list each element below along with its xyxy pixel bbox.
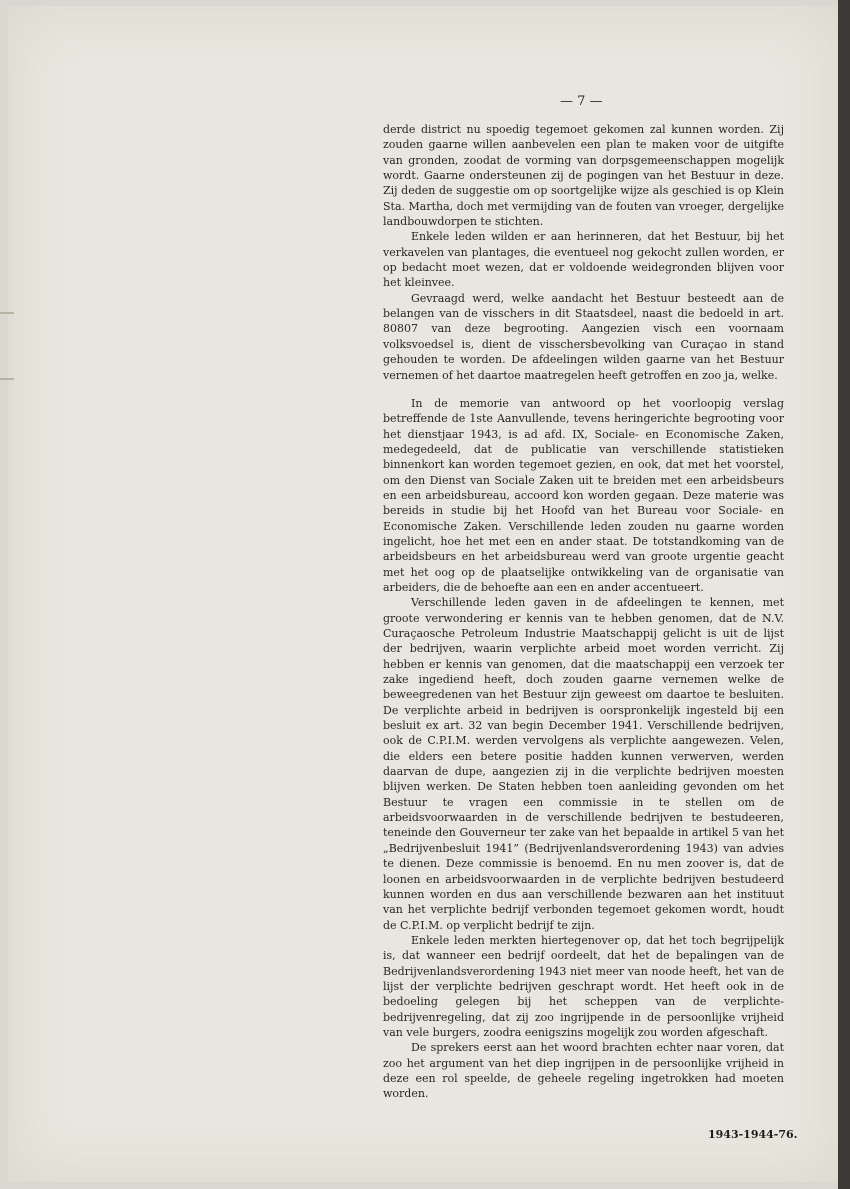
page-number: — 7 — <box>560 94 603 109</box>
paragraph-7: De sprekers eerst aan het woord brachten echter naar voren, dat zoo het argument van het diep ingrijpen in de persoonlijke vrijheid in deze een rol speelde, de geheele regeling ingetrokken had moeten worden. <box>383 1041 784 1101</box>
paragraph-5: Verschillende leden gaven in de afdeelingen te kennen, met groote verwondering er kennis van te hebben genomen, dat de N.V. Curaçaosche Petroleum Industrie Maatschappij gelicht is uit de lijst der bedrijven, waarin verplichte arbeid moet worden verricht. Zij hebben er kennis van genomen, dat die maatschappij een verzoek ter zake ingediend heeft, doch zouden gaarne vernemen welke de beweegredenen van het Bestuur zijn geweest om daartoe te besluiten. De verplichte arbeid in bedrijven is oorspronkelijk ingesteld bij een besluit ex art. 32 van begin December 1941. Verschillende bedrijven, ook de C.P.I.M. werden vervolgens als verplichte aangewezen. Velen, die elders een betere positie hadden kunnen verwerven, werden daarvan de dupe, aangezien zij in die verplichte bedrijven moesten blijven werken. De Staten hebben toen aanleiding gevonden om het Bestuur te vragen een commissie in te stellen om de arbeidsvoorwaarden in de verschillende bedrijven te bestudeeren, teneinde den Gouverneur ter zake van het bepaalde in artikel 5 van het „Bedrijvenbesluit 1941” (Bedrijvenlandsverordening 1943) van advies te dienen. Deze commissie is benoemd. En nu men zoover is, dat de loonen en arbeidsvoorwaarden in de verplichte bedrijven bestudeerd kunnen worden en dus aan verschillende bezwaren aan het instituut van het verplichte bedrijf verbonden tegemoet gekomen wordt, houdt de C.P.I.M. op verplicht bedrijf te zijn. <box>383 596 784 932</box>
margin-mark <box>0 378 14 380</box>
document-code: 1943-1944-76. <box>708 1128 798 1141</box>
body-text <box>383 122 784 1102</box>
paragraph-6: Enkele leden merkten hiertegenover op, dat het toch begrijpelijk is, dat wanneer een bedrijf oordeelt, dat het de bepalingen van de Bedrijvenlandsverordening 1943 niet meer van noode heeft, het van de lijst der verplichte bedrijven geschrapt wordt. Het heeft ook in de bedoeling gelegen bij het scheppen van de verplichte-bedrijvenregeling, dat zij zoo ingrijpende in de persoonlijke vrijheid van vele burgers, zoodra eenigszins mogelijk zou worden afgeschaft. <box>383 933 784 1039</box>
paragraph-3: Gevraagd werd, welke aandacht het Bestuur besteedt aan de belangen van de visschers in dit Staatsdeel, naast die bedoeld in art. 80807 van deze begrooting. Aangezien visch een voornaam volksvoedsel is, dient de visschersbevolking van Curaçao in stand gehouden te worden. De afdeelingen wilden gaarne van het Bestuur vernemen of het daartoe maatregelen heeft getroffen en zoo ja, welke. <box>383 291 784 382</box>
scan-edge <box>838 0 850 1189</box>
margin-mark <box>0 312 14 314</box>
paragraph-2: Enkele leden wilden er aan herinneren, dat het Bestuur, bij het verkavelen van plantages, die eventueel nog gekocht zullen worden, er op bedacht moet wezen, dat er voldoende weidegronden blijven voor het kleinvee. <box>383 230 784 290</box>
paragraph-1: derde district nu spoedig tegemoet gekomen zal kunnen worden. Zij zouden gaarne willen aanbevelen een plan te maken voor de uitgifte van gronden, zoodat de vorming van dorpsgemeenschappen mogelijk wordt. Gaarne ondersteunen zij de pogingen van het Bestuur in deze. Zij deden de suggestie om op soortgelijke wijze als geschied is op Klein Sta. Martha, doch met vermijding van de fouten van vroeger, dergelijke landbouwdorpen te stichten. <box>383 123 784 229</box>
paragraph-4: In de memorie van antwoord op het voorloopig verslag betreffende de 1ste Aanvullende, tevens heringerichte begrooting voor het dienstjaar 1943, is ad afd. IX, Sociale- en Economische Zaken, medegedeeld, dat de publicatie van verschillende statistieken binnenkort kan worden tegemoet gezien, en ook, dat met het voorstel, om den Dienst van Sociale Zaken uit te breiden met een arbeidsbeurs en een arbeidsbureau, accoord kon worden gegaan. Deze materie was bereids in studie bij het Hoofd van het Bureau voor Sociale- en Economische Zaken. Verschillende leden zouden nu gaarne worden ingelicht, hoe het met een en ander staat. De totstandkoming van de arbeidsbeurs en het arbeidsbureau werd van groote urgentie geacht met het oog op de plaatselijke ontwikkeling van de organisatie van arbeiders, die de behoefte aan een en ander accentueert. <box>383 396 784 594</box>
